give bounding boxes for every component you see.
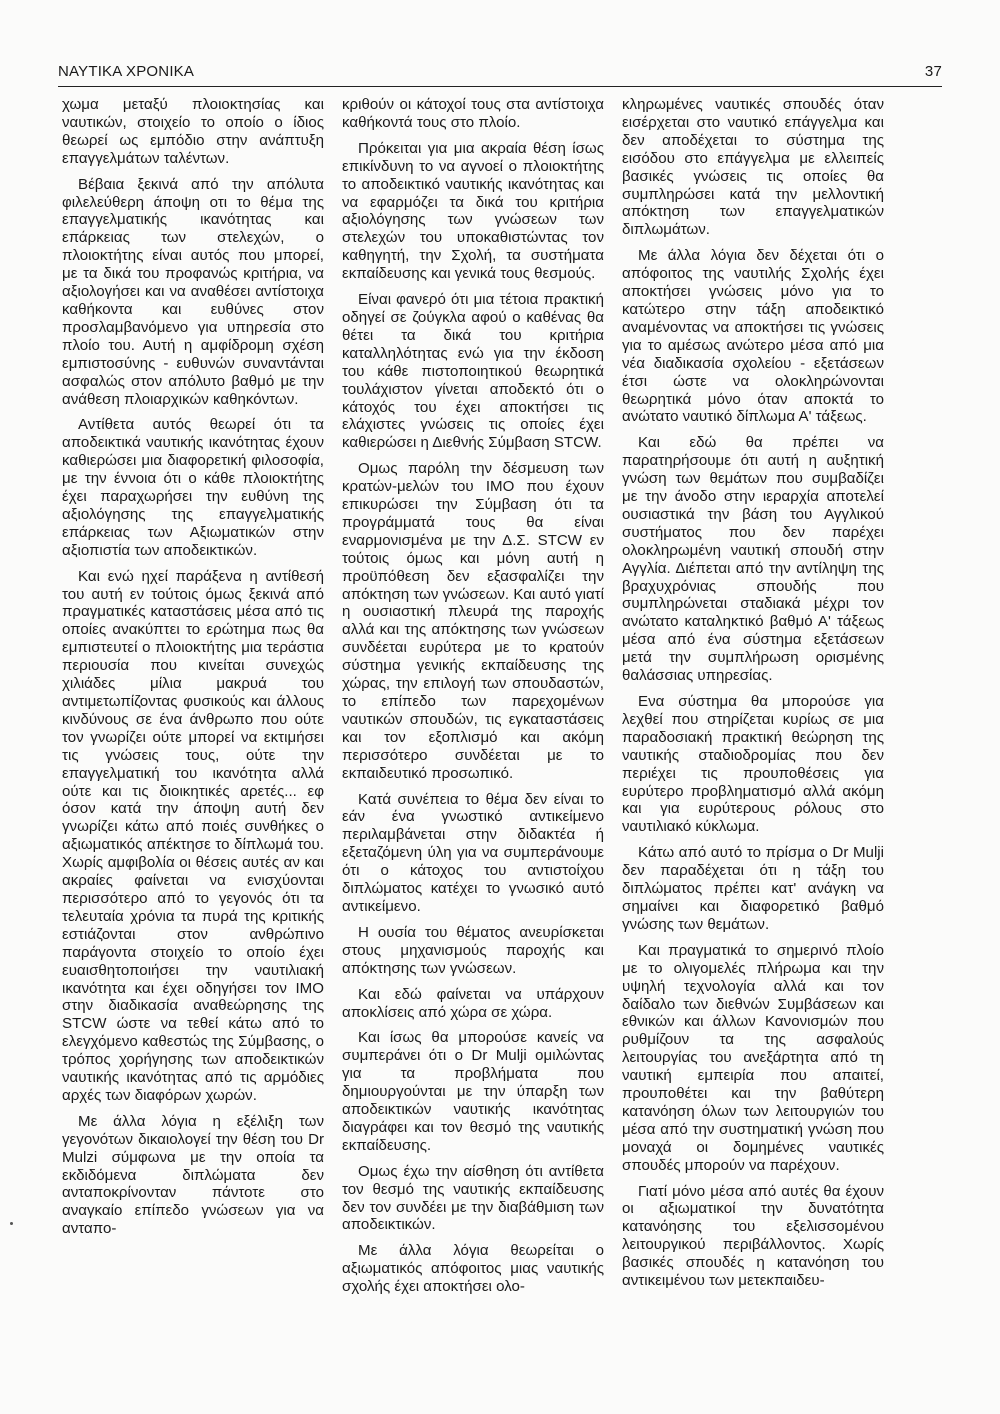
paragraph: Και πραγματικά το σημερινό πλοίο με το ολιγομελές πλήρωμα και την υψηλή τεχνολογία αλλά και τον δαίδαλο των διεθνών Συμβάσεων και εθνικών και άλλων Κανονισμών που ρυθμίζουν τα της ασφαλούς λειτουργίας του ανεξάρτητα από τη ναυτική εμπειρία που απαιτεί, προυποθέτει και την βαθύτερη κατανόηση όλων των λειτουργιών του μέσα από την συστηματική γνώση που μοναχά οι δομημένες ναυτικές σπουδές μπορούν να παρέχουν.	[622, 941, 884, 1174]
column-2	[342, 96, 604, 1304]
paragraph: Είναι φανερό ότι μια τέτοια πρακτική οδηγεί σε ζούγκλα αφού ο καθένας θα θέτει τα δικά του κριτήρια καταλληλότητας ενώ για την έκδοση του κάθε πιστοποιητικού θεωρητικά τουλάχιστον γίνεται αποδεκτό ότι ο κάτοχός του έχει αποκτήσει τις ελάχιστες γνώσεις τις οποίες έχει καθιερώσει η Διεθνής Σύμβαση STCW.	[342, 291, 604, 452]
paragraph: Ομως έχω την αίσθηση ότι αντίθετα τον θεσμό της ναυτικής εκπαίδευσης δεν τον συνδέει με την διαβάθμιση των αποδεικτικών.	[342, 1162, 604, 1234]
paragraph: Η ουσία του θέματος ανευρίσκεται στους μηχανισμούς παροχής και απόκτησης των γνώσεων.	[342, 923, 604, 977]
paragraph: χωμα μεταξύ πλοιοκτησίας και ναυτικών, στοιχείο το οποίο ο ίδιος θεωρεί ως εμπόδιο στην ανάπτυξη επαγγελμάτων ταλέντων.	[62, 96, 324, 167]
paragraph: Βέβαια ξεκινά από την απόλυτα φιλελεύθερη άποψη οτι το θέμα της επαγγελματικής ικανότητας και επάρκειας των στελεχών, ο πλοιοκτήτης είναι αυτός που μπορεί, με τα δικά του προφανώς κριτήρια, να αξιολογήσει και να αναθέσει αντίστοιχα καθήκοντα και ευθύνες στον προσλαμβανόμενο για υπηρεσία στο πλοίο του. Αυτή η αμφίδρομη σχέση εμπιστοσύνης - ευθυνών συναντάνται ασφαλώς στον απόλυτο βαθμό με την ανάθεση πλοιαρχικών καθηκόντων.	[62, 175, 324, 408]
column-3	[622, 96, 884, 1298]
paragraph: Πρόκειται για μια ακραία θέση ίσως επικίνδυνη το να αγνοεί ο πλοιοκτήτης το αποδεικτικό ναυτικής ικανότητας και να εφαρμόζει τα δικά του κριτήρια αξιολόγησης των γνώσεων των στελεχών του υποκαθιστώντας τον καθηγητή, την Σχολή, τα συστήματα εκπαίδευσης και γενικά τους θεσμούς.	[342, 139, 604, 283]
column-1	[62, 96, 324, 1246]
scan-speck	[10, 1222, 13, 1225]
paragraph: Και ίσως θα μπορούσε κανείς να συμπεράνει ότι ο Dr Mulji ομιλώντας για τα προβλήματα που δημιουργούνται με την ύπαρξη των αποδεικτικών ναυτικής ικανότητας διαγράφει και τον θεσμό της ναυτικής εκπαίδευσης.	[342, 1029, 604, 1154]
paragraph: Ομως παρόλη την δέσμευση των κρατών-μελών του ΙΜΟ που έχουν επικυρώσει την Σύμβαση ότι τα προγράμματά τους θα είναι εναρμονισμένα με την Δ.Σ. STCW εν τούτοις όμως και μόνη αυτή η προϋπόθεση δεν εξασφαλίζει την απόκτηση των γνώσεων. Και αυτό γιατί η ουσιαστική πλευρά της παροχής αλλά και της απόκτησης των γνώσεων συνδέεται ευρύτερα με το κρατούν σύστημα γενικής εκπαίδευσης της χώρας, την επιλογή των σπουδαστών, το επίπεδο των παρεχομένων ναυτικών σπουδών, τις εγκαταστάσεις και τον εξοπλισμό και ακόμη περισσότερο συνδέεται με το εκπαιδευτικό προσωπικό.	[342, 460, 604, 782]
paragraph: Με άλλα λόγια δεν δέχεται ότι ο απόφοιτος της ναυτιλής Σχολής έχει αποκτήσει γνώσεις μόνο για το κατώτερο στην τάξη αποδεικτικό αναμένοντας να αποκτήσει τις γνώσεις για το αμέσως ανώτερο μέσα από μια νέα διαδικασία σχολείου - εξετάσεων έτσι ώστε να ολοκληρώνονται θεωρητικά μόνο όταν αποκτά το ανώτατο ναυτικό δίπλωμα Α' τάξεως.	[622, 247, 884, 426]
paragraph: Και ενώ ηχεί παράξενα η αντίθεσή του αυτή εν τούτοις όμως ξεκινά από πραγματικές καταστάσεις μέσα από τις οποίες ανακύπτει το ερώτημα πως θα εμπιστευτεί ο πλοιοκτήτης μια τεράστια περιουσία που κινείται συνεχώς χιλιάδες μίλια μακρυά του αντιμετωπίζοντας φυσικούς και άλλους κινδύνους σε ένα άνθρωπο που ούτε τον γνωρίζει ούτε μπορεί να εκτιμήσει τις γνώσεις τους, ούτε την επαγγελματική του ικανότητα αλλά ούτε και τις διοικητικές αρετές... εφ όσον κατά την άποψη αυτή δεν γνωρίζει κάτω από ποιές συνθήκες ο αξιωματικός απέκτησε το δίπλωμά του. Χωρίς αμφιβολία οι θέσεις αυτές αν και ακραίες φαίνεται να ενισχύονται περισσότερο από το γεγονός ότι τα τελευταία χρόνια τα πυρά της κριτικής εστιάζονται στον ανθρώπινο παράγοντα στοιχείο το οποίο έχει ευαισθητοποιήσει την ναυτιλιακή ικανότητα και έχει οδηγήσει τον ΙΜΟ στην διαδικασία αναθεώρησης της STCW ώστε να τεθεί κάτω από το ελεγχόμενο καθεστώς της Σύμβασης, ο τρόπος χορήγησης των αποδεικτικών ναυτικής ικανότητας από τις αρμόδιες αρχές των διαφόρων χωρών.	[62, 567, 324, 1104]
paragraph: Με άλλα λόγια θεωρείται ο αξιωματικός απόφοιτος μιας ναυτικής σχολής έχει αποκτήσει ολο-	[342, 1242, 604, 1296]
paragraph: Ενα σύστημα θα μπορούσε για λεχθεί που στηρίζεται κυρίως σε μια παραδοσιακή πρακτική θεώρηση της ναυτικής σταδιοδρομίας που δεν περιέχει τις προυποθέσεις για ευρύτερο προβληματισμό αλλά ακόμη και για ευρύτερους ρόλους στο ναυτιλιακό κύκλωμα.	[622, 693, 884, 836]
running-header	[58, 60, 942, 87]
paragraph: Κατά συνέπεια το θέμα δεν είναι το εάν ένα γνωστικό αντικείμενο περιλαμβάνεται στην διδακτέα ή εξεταζόμενη ύλη για να συμπεράνουμε ότι ο κάτοχος του αντιστοίχου διπλώματος κατέχει το γνωσικό αυτό αντικείμενο.	[342, 790, 604, 915]
paragraph: Και εδώ θα πρέπει να παρατηρήσουμε ότι αυτή η αυξητική γνώση των θεμάτων που συμβαδίζει με την άνοδο στην ιεραρχία αποτελεί ουσιαστικά την βάση του Αγγλικού συστήματος που δεν παρέχει ολοκληρωμένη ναυτική σπουδή στην Αγγλία. Διέπεται από την αντίληψη της βραχυχρόνιας σπουδής που συμπληρώνεται σταδιακά μέχρι τον ανώτατο καταληκτικό βαθμό Α' τάξεως μέσα από ένα σύστημα εξετάσεων μετά την συμπλήρωση ορισμένης θαλάσσιας υπηρεσίας.	[622, 434, 884, 685]
magazine-title: ΝΑΥΤΙΚΑ ΧΡΟΝΙΚΑ	[58, 63, 195, 80]
page-number: 37	[924, 63, 942, 80]
paragraph: Γιατί μόνο μέσα από αυτές θα έχουν οι αξιωματικοί την δυνατότητα κατανόησης του εξελισσομένου λειτουργικού περιβάλλοντος. Χωρίς βασικές σπουδές η κατανόηση του αντικειμένου των μετεκπαιδευ-	[622, 1182, 884, 1290]
paragraph: κριθούν οι κάτοχοί τους στα αντίστοιχα καθήκοντά τους στο πλοίο.	[342, 96, 604, 131]
paragraph: Και εδώ φαίνεται να υπάρχουν αποκλίσεις από χώρα σε χώρα.	[342, 985, 604, 1021]
paragraph: κληρωμένες ναυτικές σπουδές όταν εισέρχεται στο ναυτικό επάγγελμα και δεν αποδέχεται το σύστημα της εισόδου στο επάγγελμα με ελλειπείς βασικές γνώσεις τις οποίες θα συμπληρώσει κατά την μελλοντική απόκτηση των επαγγελματικών διπλωμάτων.	[622, 96, 884, 239]
paragraph: Με άλλα λόγια η εξέλιξη των γεγονότων δικαιολογεί την θέση του Dr Mulzi σύμφωνα με την οποία τα εκδιδόμενα διπλώματα δεν ανταποκρίνονταν πάντοτε στο αναγκαίο επίπεδο γνώσεων για να ανταπο-	[62, 1112, 324, 1238]
paragraph: Κάτω από αυτό το πρίσμα ο Dr Mulji δεν παραδέχεται ότι η τάξη του διπλώματος πρέπει κατ' ανάγκη να σημαίνει και διαφορετικό βαθμό γνώσης των θεμάτων.	[622, 844, 884, 933]
paragraph: Αντίθετα αυτός θεωρεί ότι τα αποδεικτικά ναυτικής ικανότητας έχουν καθιερώσει μια διαφορετική φιλοσοφία, με την έννοια ότι ο κάθε πλοιοκτήτης έχει παραχωρήσει την ευθύνη της αξιολόγησης της επαγγελματικής επάρκειας των Αξιωματικών στην αξιοπιστία των αποδεικτικών.	[62, 416, 324, 559]
